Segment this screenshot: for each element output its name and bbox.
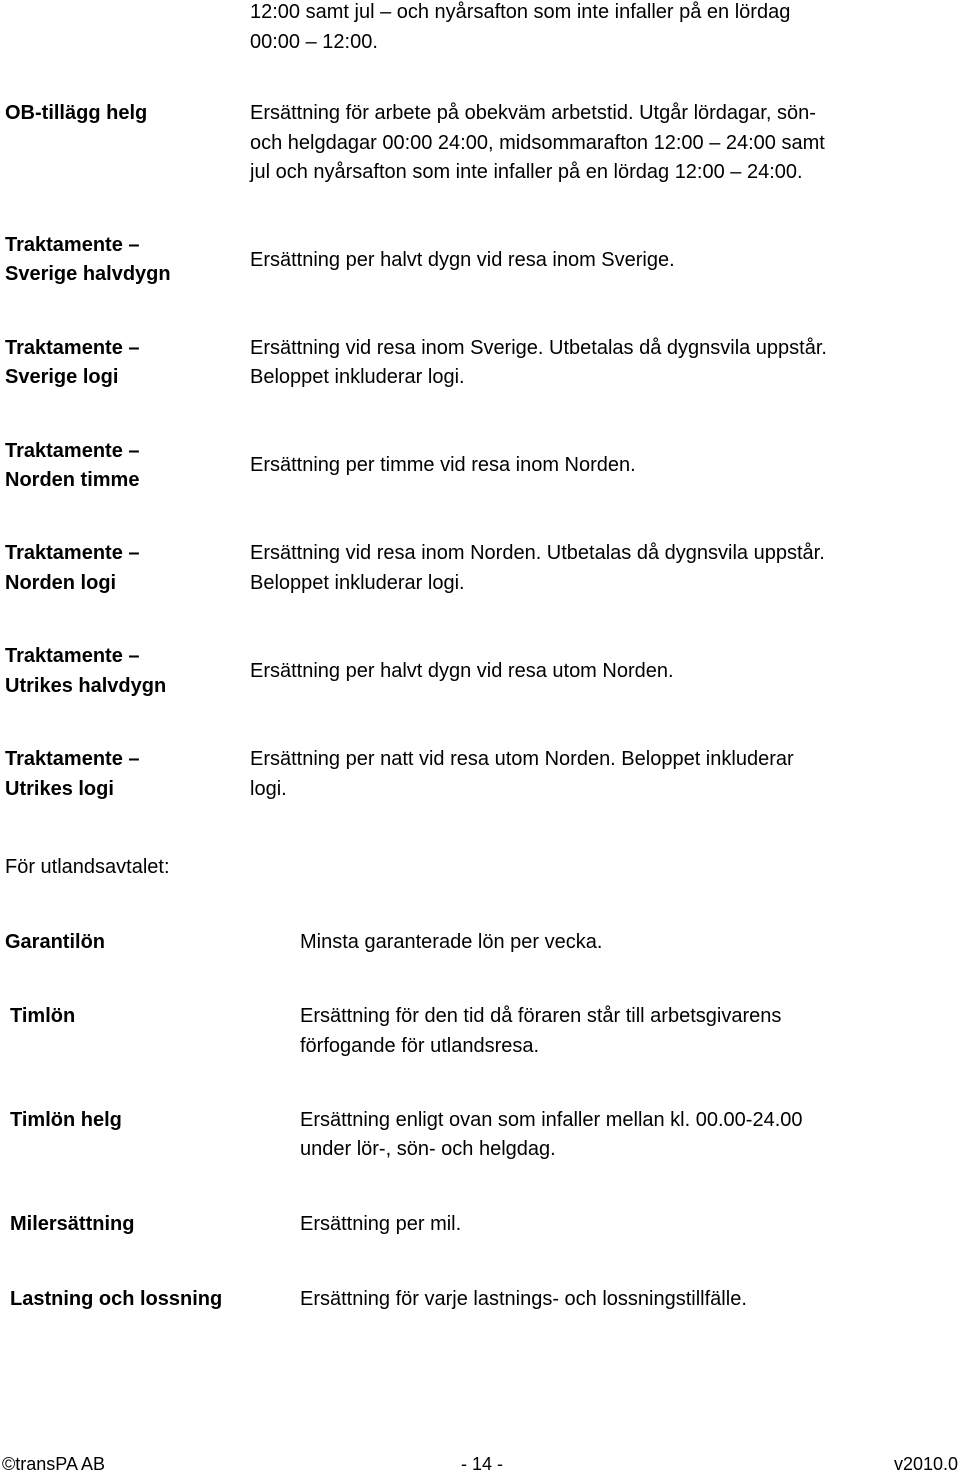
term-description: Ersättning för arbete på obekväm arbetstid. Utgår lördagar, sön- [250,102,816,124]
term-description: Beloppet inkluderar logi. [250,366,465,388]
term-label: Traktamente – [5,748,140,770]
term-description: logi. [250,778,287,800]
term-label: Milersättning [10,1213,135,1235]
term-description: Ersättning per mil. [300,1213,462,1235]
term-description: jul och nyårsafton som inte infaller på en lördag 12:00 – 24:00. [250,161,803,183]
term-description: Ersättning för den tid då föraren står till arbetsgivarens [300,1005,782,1027]
intro-line: 00:00 – 12:00. [250,31,378,53]
term-description: förfogande för utlandsresa. [300,1035,540,1057]
term-label: Traktamente – [5,645,140,667]
term-label: Timlön [10,1005,76,1027]
term-description: Ersättning per halvt dygn vid resa inom Sverige. [250,249,675,271]
term-label: Norden timme [5,469,140,491]
term-description: Ersättning enligt ovan som infaller mellan kl. 00.00-24.00 [300,1109,803,1131]
term-label: Traktamente – [5,440,140,462]
term-label: Utrikes logi [5,778,114,800]
term-description: Minsta garanterade lön per vecka. [300,931,603,953]
term-label: Traktamente – [5,337,140,359]
section-heading: För utlandsavtalet: [5,856,170,878]
term-label: Norden logi [5,572,117,594]
term-label: Sverige logi [5,366,119,388]
term-description: Ersättning vid resa inom Sverige. Utbetalas då dygnsvila uppstår. [250,337,827,359]
term-label: Utrikes halvdygn [5,675,167,697]
term-description: Ersättning för varje lastnings- och lossningstillfälle. [300,1288,747,1310]
term-description: Ersättning per timme vid resa inom Norden. [250,454,636,476]
term-description: under lör-, sön- och helgdag. [300,1138,556,1160]
intro-line: 12:00 samt jul – och nyårsafton som inte infaller på en lördag [250,1,791,23]
term-label: Traktamente – [5,234,140,256]
term-description: Ersättning per natt vid resa utom Norden. Beloppet inkluderar [250,748,794,770]
footer-version: v2010.0 [893,1454,958,1474]
footer-copyright: ©transPA AB [2,1454,105,1474]
term-description: Ersättning per halvt dygn vid resa utom Norden. [250,660,674,682]
term-label: Garantilön [5,931,106,953]
term-description: Ersättning vid resa inom Norden. Utbetalas då dygnsvila uppstår. [250,542,825,564]
term-label: Lastning och lossning [10,1288,223,1310]
term-description: och helgdagar 00:00 24:00, midsommarafton 12:00 – 24:00 samt [250,132,825,154]
term-label: OB-tillägg helg [5,102,148,124]
term-description: Beloppet inkluderar logi. [250,572,465,594]
term-label: Sverige halvdygn [5,263,171,285]
term-label: Traktamente – [5,542,140,564]
term-label: Timlön helg [10,1109,122,1131]
footer-page-number: - 14 - [461,1454,504,1474]
